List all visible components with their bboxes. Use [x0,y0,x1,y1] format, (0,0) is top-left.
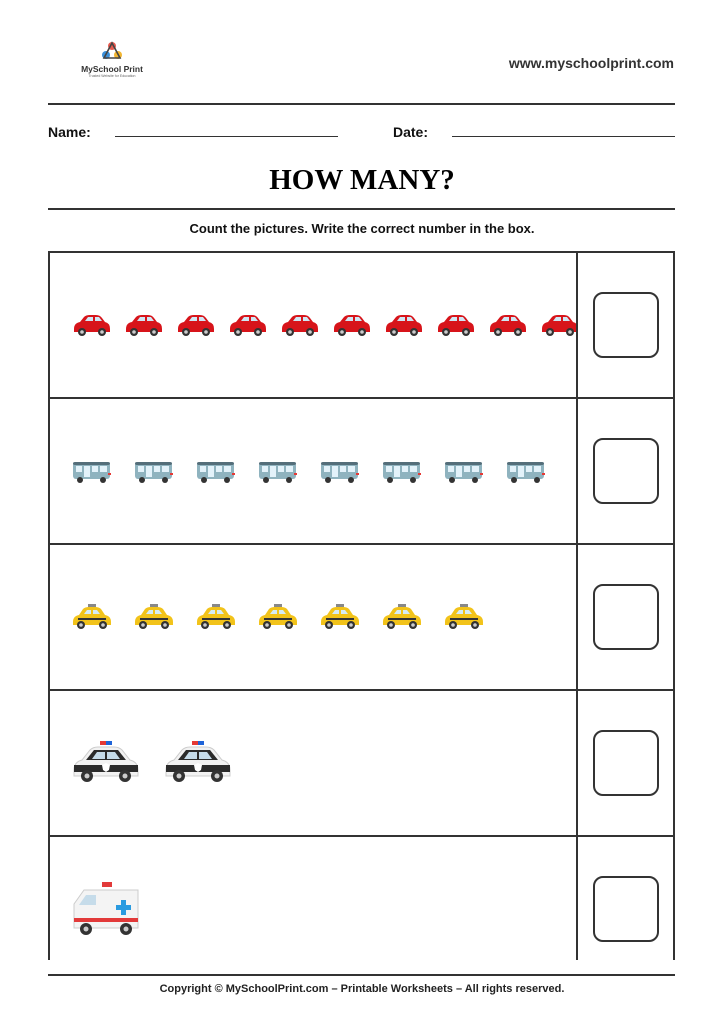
answer-box[interactable] [593,876,659,942]
picture-group [68,545,486,689]
police-car-icon [70,738,142,788]
answer-column-divider [576,251,578,960]
bus-icon [378,456,424,486]
question-row [50,691,673,837]
site-logo [72,40,152,78]
counting-table [48,251,675,960]
logo-name: MySchool Print [81,64,143,74]
taxi-icon [68,602,114,632]
question-row [50,399,673,545]
name-label: Name: [48,124,91,140]
bus-icon [502,456,548,486]
name-line [115,136,338,137]
header-divider [48,103,675,105]
car-icon [484,310,530,340]
answer-box[interactable] [593,438,659,504]
taxi-icon [316,602,362,632]
police-car-icon [162,738,234,788]
car-icon [276,310,322,340]
bus-icon [254,456,300,486]
car-icon [68,310,114,340]
logo-tagline: Trusted Website for Education [88,74,136,78]
picture-group [70,837,142,981]
answer-box[interactable] [593,730,659,796]
instructions: Count the pictures. Write the correct number in the box. [189,221,535,236]
question-row [50,253,673,399]
site-url[interactable]: www.myschoolprint.com [508,55,674,71]
picture-group [70,691,234,835]
car-icon [328,310,374,340]
picture-group [68,253,582,397]
bus-icon [68,456,114,486]
car-icon [432,310,478,340]
date-label: Date: [393,124,429,140]
page-title: HOW MANY? [269,164,455,196]
picture-group [68,399,548,543]
taxi-icon [192,602,238,632]
question-row [50,837,673,983]
taxi-icon [254,602,300,632]
car-icon [172,310,218,340]
taxi-icon [130,602,176,632]
bus-icon [130,456,176,486]
footer-divider [48,974,675,976]
taxi-icon [378,602,424,632]
bus-icon [440,456,486,486]
bus-icon [316,456,362,486]
date-line [452,136,675,137]
title-divider [48,208,675,210]
car-icon [224,310,270,340]
car-icon [120,310,166,340]
answer-box[interactable] [593,584,659,650]
question-row [50,545,673,691]
ambulance-icon [70,878,142,940]
taxi-icon [440,602,486,632]
bus-icon [192,456,238,486]
car-icon [380,310,426,340]
logo-mark-icon [99,40,125,62]
copyright-footer: Copyright © MySchoolPrint.com – Printable Worksheets – All rights reserved. [159,983,565,995]
answer-box[interactable] [593,292,659,358]
